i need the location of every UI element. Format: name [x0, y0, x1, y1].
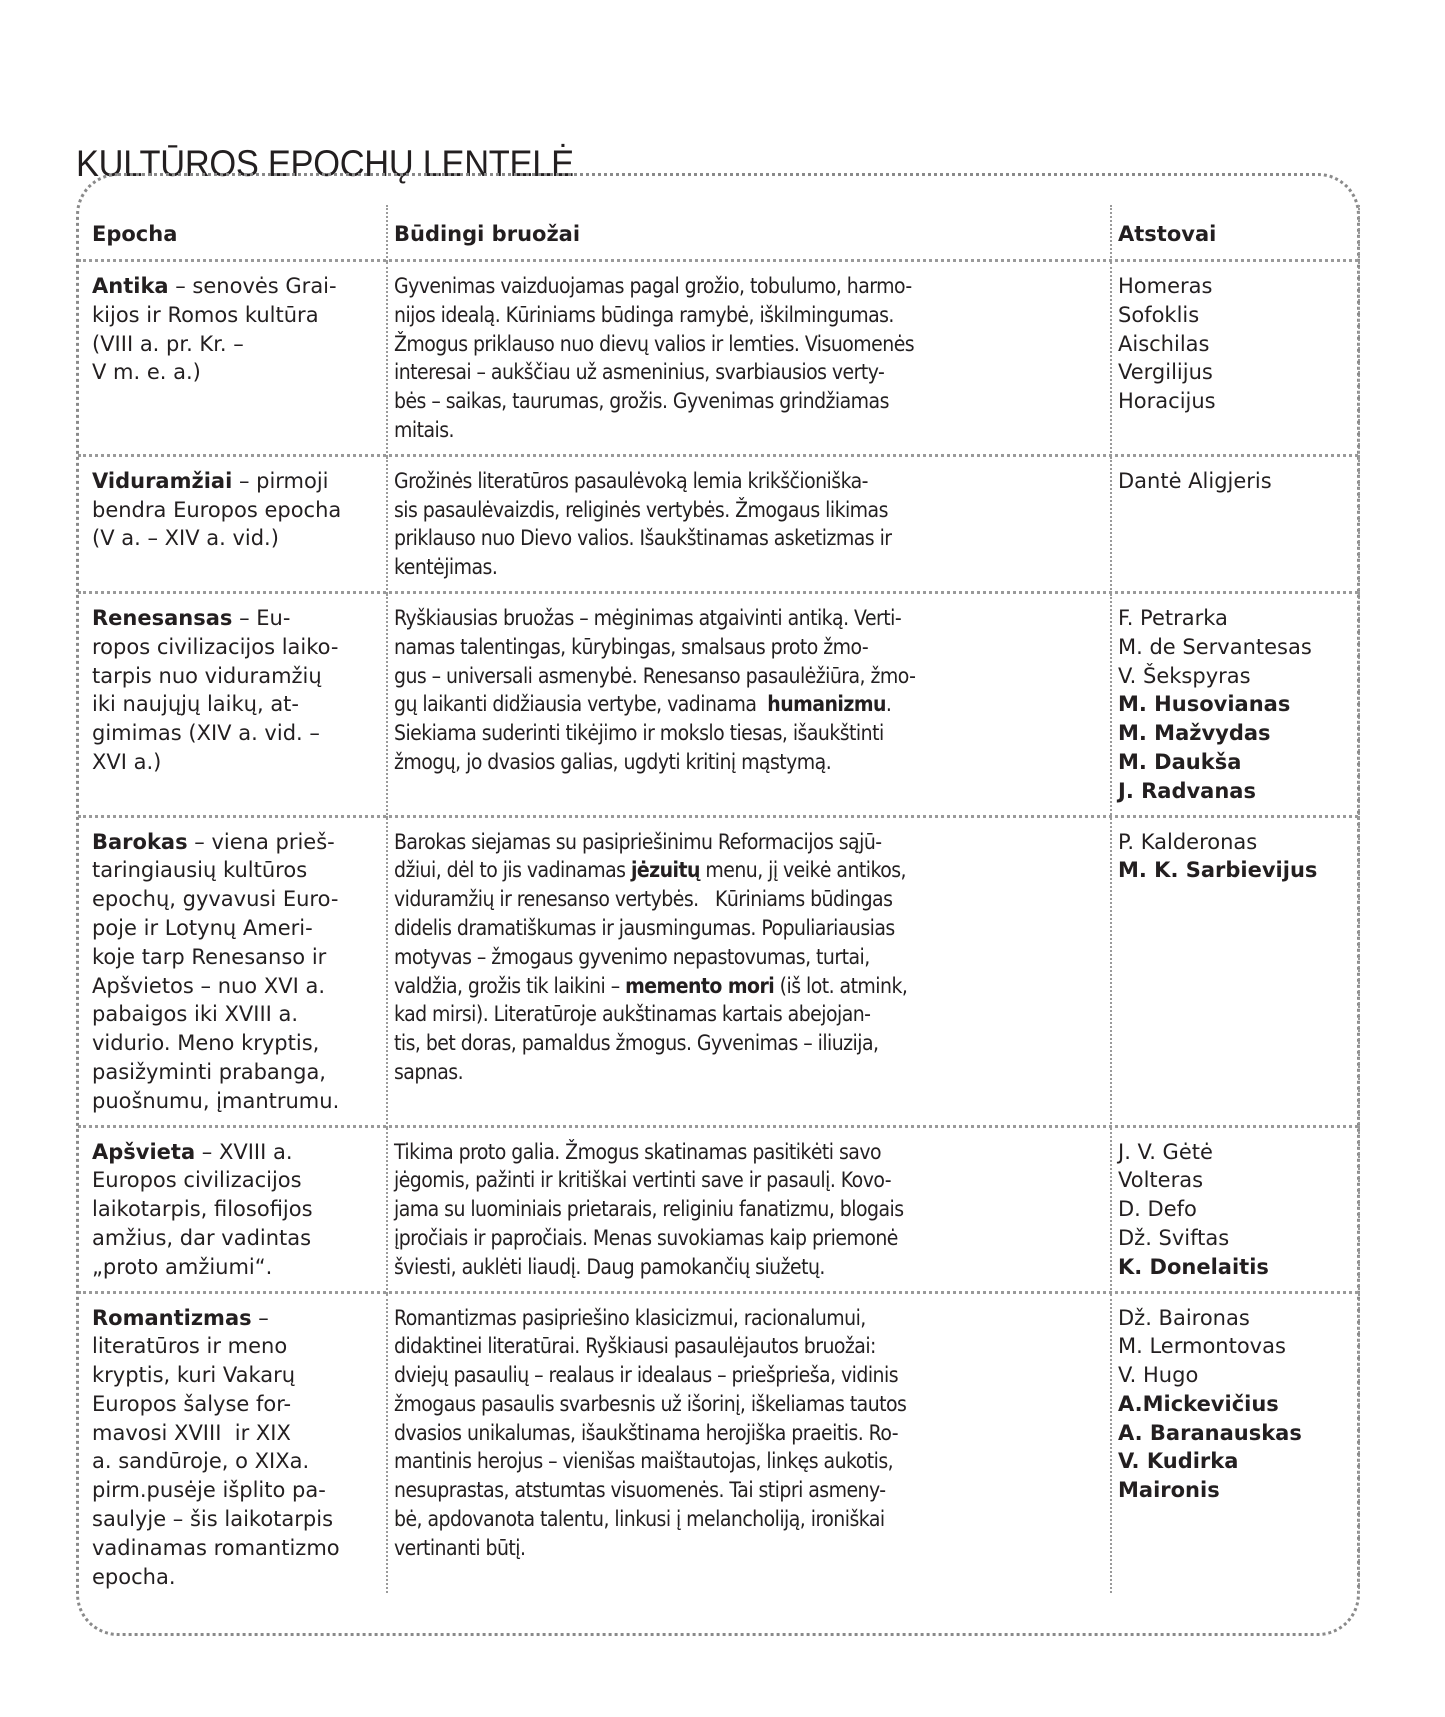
- text: interesai – aukščiau už asmeninius, svarbiausios verty-: [394, 360, 885, 385]
- epoch-line: [92, 690, 386, 719]
- representative-name: V. Hugo: [1118, 1363, 1199, 1388]
- traits-line: [394, 358, 1038, 387]
- text: .: [885, 692, 892, 717]
- traits-line: [394, 1138, 1038, 1167]
- representative-name: M. Husovianas: [1118, 692, 1291, 717]
- traits-line: [394, 1332, 1038, 1361]
- traits-line: [394, 1476, 1038, 1505]
- text: Apšvietos – nuo XVI a.: [92, 973, 325, 998]
- representative-name: K. Donelaitis: [1118, 1254, 1269, 1279]
- text: sis pasaulėvaizdis, religinės vertybės. Žmogaus likimas: [394, 497, 888, 522]
- representatives-cell: [1110, 262, 1360, 457]
- text: priklauso nuo Dievo valios. Išaukštinamas asketizmas ir: [394, 526, 892, 551]
- text: Europos šalyse for-: [92, 1391, 292, 1416]
- representative-name: M. K. Sarbievijus: [1118, 858, 1318, 883]
- bold-text: jėzuitų: [630, 858, 700, 883]
- epoch-cell: [78, 1294, 386, 1604]
- table-row: [78, 818, 1360, 1128]
- representative-name: Dž. Baironas: [1118, 1305, 1250, 1330]
- epoch-line: [92, 1390, 386, 1419]
- bold-text: Romantizmas: [92, 1305, 252, 1330]
- text: literatūros ir meno: [92, 1334, 288, 1359]
- epoch-line: [92, 1224, 386, 1253]
- epoch-line: [92, 1505, 386, 1534]
- text: kad mirsi). Literatūroje aukštinamas kartais abejojan-: [394, 1002, 871, 1027]
- epoch-line: [92, 972, 386, 1001]
- text: bė, apdovanota talentu, linkusi į melancholiją, ironiškai: [394, 1507, 885, 1532]
- traits-line: [394, 387, 1038, 416]
- traits-line: [394, 496, 1038, 525]
- traits-line: [394, 856, 1038, 885]
- text: Žmogus priklauso nuo dievų valios ir lemties. Visuomenės: [394, 331, 915, 356]
- text: šviesti, auklėti liaudį. Daug pamokančių siužetų.: [394, 1254, 825, 1279]
- text: dviejų pasaulių – realaus ir idealaus – priešprieša, vidinis: [394, 1363, 899, 1388]
- text: V m. e. a.): [92, 360, 201, 385]
- bold-text: Barokas: [92, 829, 188, 854]
- epoch-line: [92, 1000, 386, 1029]
- epoch-line: [92, 1058, 386, 1087]
- traits-line: [394, 1029, 1038, 1058]
- text: kryptis, kuri Vakarų: [92, 1363, 296, 1388]
- table-row: [78, 262, 1360, 457]
- epoch-line: [92, 1361, 386, 1390]
- text: mantinis herojus – vienišas maištautojas, linkęs aukotis,: [394, 1449, 894, 1474]
- traits-line: [394, 1253, 1038, 1282]
- epoch-line: [92, 662, 386, 691]
- text: didelis dramatiškumas ir jausmingumas. Populiariausias: [394, 915, 895, 940]
- text: amžius, dar vadintas: [92, 1225, 312, 1250]
- text: žmogų, jo dvasios galias, ugdyti kritinį mąstymą.: [394, 749, 832, 774]
- text: jėgomis, pažinti ir kritiškai vertinti save ir pasaulį. Kovo-: [394, 1168, 891, 1193]
- text: tarpis nuo viduramžių: [92, 663, 322, 688]
- text: pabaigos iki XVIII a.: [92, 1002, 299, 1027]
- traits-line: [394, 1419, 1038, 1448]
- representatives-cell: [1110, 457, 1360, 594]
- epoch-line: [92, 604, 386, 633]
- text: gus – universali asmenybė. Renesanso pasaulėžiūra, žmo-: [394, 663, 916, 688]
- text: sapnas.: [394, 1059, 464, 1084]
- table-header-row: [78, 205, 1360, 262]
- text: žmogaus pasaulis svarbesnis už išorinį, iškeliamas tautos: [394, 1391, 907, 1416]
- text: –: [251, 1305, 269, 1330]
- epoch-line: [92, 633, 386, 662]
- representative-name: V. Šekspyras: [1118, 663, 1251, 688]
- traits-line: [394, 1304, 1038, 1333]
- text: vidurio. Meno kryptis,: [92, 1031, 320, 1056]
- text: Romantizmas pasipriešino klasicizmui, racionalumui,: [394, 1305, 866, 1330]
- epoch-line: [92, 828, 386, 857]
- traits-line: [394, 972, 1038, 1001]
- epoch-cell: [78, 818, 386, 1128]
- traits-line: [394, 1000, 1038, 1029]
- text: saulyje – šis laikotarpis: [92, 1507, 334, 1532]
- epoch-line: [92, 1029, 386, 1058]
- table-row: [78, 594, 1360, 818]
- traits-cell: [386, 818, 1110, 1128]
- page-title: KULTŪROS EPOCHŲ LENTELĖ: [76, 142, 574, 184]
- text: a. sandūroje, o XIXa.: [92, 1449, 310, 1474]
- text: bės – saikas, taurumas, grožis. Gyvenimas grindžiamas: [394, 389, 889, 414]
- traits-line: [394, 330, 1038, 359]
- text: (iš lot. atmink,: [774, 973, 908, 998]
- text: Grožinės literatūros pasaulėvoką lemia krikščioniška-: [394, 468, 868, 493]
- text: koje tarp Renesanso ir: [92, 944, 327, 969]
- text: – senovės Grai-: [168, 274, 337, 298]
- text: Ryškiausias bruožas – mėginimas atgaivinti antiką. Verti-: [394, 605, 902, 630]
- representative-name: Vergilijus: [1118, 360, 1213, 385]
- text: viduramžių ir renesanso vertybės. Kūriniams būdingas: [394, 887, 893, 912]
- text: Gyvenimas vaizduojamas pagal grožio, tobulumo, harmo-: [394, 274, 912, 298]
- text: mitais.: [394, 417, 454, 442]
- text: epochų, gyvavusi Euro-: [92, 887, 339, 912]
- representative-name: V. Kudirka: [1118, 1449, 1239, 1474]
- representative-name: Homeras: [1118, 274, 1213, 298]
- epoch-line: [92, 467, 386, 496]
- epoch-line: [92, 1166, 386, 1195]
- text: vadinamas romantizmo: [92, 1535, 340, 1560]
- traits-cell: [386, 262, 1110, 457]
- text: (V a. – XIV a. vid.): [92, 526, 279, 551]
- representative-name: Aischilas: [1118, 331, 1210, 356]
- bold-text: Apšvieta: [92, 1139, 196, 1164]
- text: didaktinei literatūrai. Ryškiausi pasaulėjautos bruožai:: [394, 1334, 876, 1359]
- traits-line: [394, 828, 1038, 857]
- representative-name: D. Defo: [1118, 1197, 1197, 1222]
- text: ropos civilizacijos laiko-: [92, 634, 339, 659]
- text: gimimas (XIV a. vid. –: [92, 721, 320, 746]
- table-row: [78, 1294, 1360, 1604]
- text: dvasios unikalumas, išaukštinama herojiška praeitis. Ro-: [394, 1420, 899, 1445]
- text: nesuprastas, atstumtas visuomenės. Tai stipri asmeny-: [394, 1478, 886, 1503]
- text: gų laikanti didžiausia vertybe, vadinama: [394, 692, 768, 717]
- traits-line: [394, 914, 1038, 943]
- traits-cell: [386, 594, 1110, 818]
- epoch-cell: [78, 1128, 386, 1294]
- text: – Eu-: [232, 605, 291, 630]
- epoch-line: [92, 748, 386, 777]
- traits-line: [394, 662, 1038, 691]
- epoch-line: [92, 272, 386, 301]
- traits-cell: [386, 1128, 1110, 1294]
- text: puošnumu, įmantrumu.: [92, 1088, 340, 1113]
- traits-line: [394, 553, 1038, 582]
- traits-line: [394, 467, 1038, 496]
- text: Europos civilizacijos: [92, 1168, 302, 1193]
- epoch-cell: [78, 594, 386, 818]
- bold-text: Renesansas: [92, 605, 233, 630]
- traits-line: [394, 1447, 1038, 1476]
- representative-name: Dantė Aligjeris: [1118, 468, 1272, 493]
- representatives-cell: [1110, 594, 1360, 818]
- text: įpročiais ir papročiais. Menas suvokiamas kaip priemonė: [394, 1225, 898, 1250]
- table-row: [78, 1128, 1360, 1294]
- traits-line: [394, 416, 1038, 445]
- traits-line: [394, 1058, 1038, 1087]
- header-cell-epoch: [78, 205, 386, 262]
- traits-line: [394, 690, 1038, 719]
- epoch-line: [92, 1563, 386, 1592]
- traits-line: [394, 1361, 1038, 1390]
- traits-line: [394, 633, 1038, 662]
- representative-name: Dž. Sviftas: [1118, 1225, 1230, 1250]
- epoch-line: [92, 1534, 386, 1563]
- epoch-line: [92, 330, 386, 359]
- text: kentėjimas.: [394, 555, 498, 580]
- traits-line: [394, 748, 1038, 777]
- epoch-line: [92, 496, 386, 525]
- epochs-table: [78, 205, 1360, 1603]
- epoch-line: [92, 885, 386, 914]
- text: Siekiama suderinti tikėjimo ir mokslo tiesas, išaukštinti: [394, 721, 884, 746]
- traits-line: [394, 1390, 1038, 1419]
- epoch-line: [92, 301, 386, 330]
- epoch-line: [92, 1087, 386, 1116]
- epoch-cell: [78, 457, 386, 594]
- representative-name: Horacijus: [1118, 389, 1216, 414]
- traits-line: [394, 524, 1038, 553]
- text: poje ir Lotynų Ameri-: [92, 915, 313, 940]
- text: džiui, dėl to jis vadinamas: [394, 858, 631, 883]
- text: iki naujųjų laikų, at-: [92, 692, 299, 717]
- text: laikotarpis, filosofijos: [92, 1197, 313, 1222]
- text: XVI a.): [92, 749, 162, 774]
- epoch-line: [92, 1419, 386, 1448]
- traits-line: [394, 885, 1038, 914]
- representative-name: P. Kalderonas: [1118, 829, 1258, 854]
- epoch-line: [92, 1447, 386, 1476]
- epoch-line: [92, 914, 386, 943]
- epoch-line: [92, 1195, 386, 1224]
- epoch-line: [92, 856, 386, 885]
- representative-name: M. Mažvydas: [1118, 721, 1271, 746]
- text: vertinanti būtį.: [394, 1535, 526, 1560]
- text: pirm.pusėje išplito pa-: [92, 1478, 326, 1503]
- text: „proto amžiumi“.: [92, 1254, 273, 1279]
- text: kijos ir Romos kultūra: [92, 302, 319, 327]
- text: epocha.: [92, 1564, 176, 1589]
- text: taringiausių kultūros: [92, 858, 308, 883]
- representative-name: Maironis: [1118, 1478, 1220, 1503]
- bold-text: Antika: [92, 274, 169, 298]
- table-body: [78, 262, 1360, 1603]
- representative-name: Volteras: [1118, 1168, 1204, 1193]
- traits-line: [394, 1224, 1038, 1253]
- header-cell-representatives: [1110, 205, 1360, 262]
- representative-name: M. Lermontovas: [1118, 1334, 1286, 1359]
- traits-line: [394, 1534, 1038, 1563]
- traits-line: [394, 719, 1038, 748]
- representative-name: F. Petrarka: [1118, 605, 1228, 630]
- representative-name: Sofoklis: [1118, 302, 1200, 327]
- epoch-line: [92, 943, 386, 972]
- text: valdžia, grožis tik laikini –: [394, 973, 626, 998]
- traits-line: [394, 943, 1038, 972]
- epoch-cell: [78, 262, 386, 457]
- epoch-line: [92, 1476, 386, 1505]
- epoch-line: [92, 719, 386, 748]
- column-header-epoch: Epocha: [92, 222, 178, 246]
- text: – viena prieš-: [187, 829, 335, 854]
- representatives-cell: [1110, 1128, 1360, 1294]
- table-row: [78, 457, 1360, 594]
- traits-line: [394, 272, 1038, 301]
- representative-name: M. Daukša: [1118, 749, 1242, 774]
- traits-line: [394, 604, 1038, 633]
- text: (VIII a. pr. Kr. –: [92, 331, 244, 356]
- representatives-cell: [1110, 1294, 1360, 1604]
- text: mavosi XVIII ir XIX: [92, 1420, 291, 1445]
- epoch-line: [92, 1253, 386, 1282]
- representative-name: A.Mickevičius: [1118, 1391, 1279, 1416]
- epoch-line: [92, 1304, 386, 1333]
- text: bendra Europos epocha: [92, 497, 342, 522]
- header-cell-traits: [386, 205, 1110, 262]
- text: – XVIII a.: [195, 1139, 293, 1164]
- epoch-line: [92, 524, 386, 553]
- traits-line: [394, 1505, 1038, 1534]
- column-header-traits: Būdingi bruožai: [394, 222, 581, 246]
- text: menu, jį veikė antikos,: [699, 858, 907, 883]
- representative-name: A. Baranauskas: [1118, 1420, 1302, 1445]
- text: tis, bet doras, pamaldus žmogus. Gyvenimas – iliuzija,: [394, 1031, 879, 1056]
- traits-line: [394, 1166, 1038, 1195]
- text: namas talentingas, kūrybingas, smalsaus proto žmo-: [394, 634, 869, 659]
- bold-text: humanizmu: [767, 692, 886, 717]
- representative-name: J. Radvanas: [1118, 778, 1256, 803]
- epoch-line: [92, 1332, 386, 1361]
- text: pasižyminti prabanga,: [92, 1059, 326, 1084]
- text: Barokas siejamas su pasipriešinimu Reformacijos sąjū-: [394, 829, 882, 854]
- text: jama su luominiais prietarais, religiniu fanatizmu, blogais: [394, 1197, 904, 1222]
- text: nijos idealą. Kūriniams būdinga ramybė, iškilmingumas.: [394, 302, 894, 327]
- text: – pirmoji: [232, 468, 329, 493]
- representative-name: J. V. Gėtė: [1118, 1139, 1213, 1164]
- traits-cell: [386, 1294, 1110, 1604]
- bold-text: Viduramžiai: [92, 468, 233, 493]
- epoch-line: [92, 358, 386, 387]
- epoch-line: [92, 1138, 386, 1167]
- traits-cell: [386, 457, 1110, 594]
- column-header-representatives: Atstovai: [1118, 222, 1217, 246]
- representatives-cell: [1110, 818, 1360, 1128]
- representative-name: M. de Servantesas: [1118, 634, 1312, 659]
- traits-line: [394, 1195, 1038, 1224]
- text: motyvas – žmogaus gyvenimo nepastovumas, turtai,: [394, 944, 870, 969]
- traits-line: [394, 301, 1038, 330]
- text: Tikima proto galia. Žmogus skatinamas pasitikėti savo: [394, 1139, 881, 1164]
- bold-text: memento mori: [625, 973, 775, 998]
